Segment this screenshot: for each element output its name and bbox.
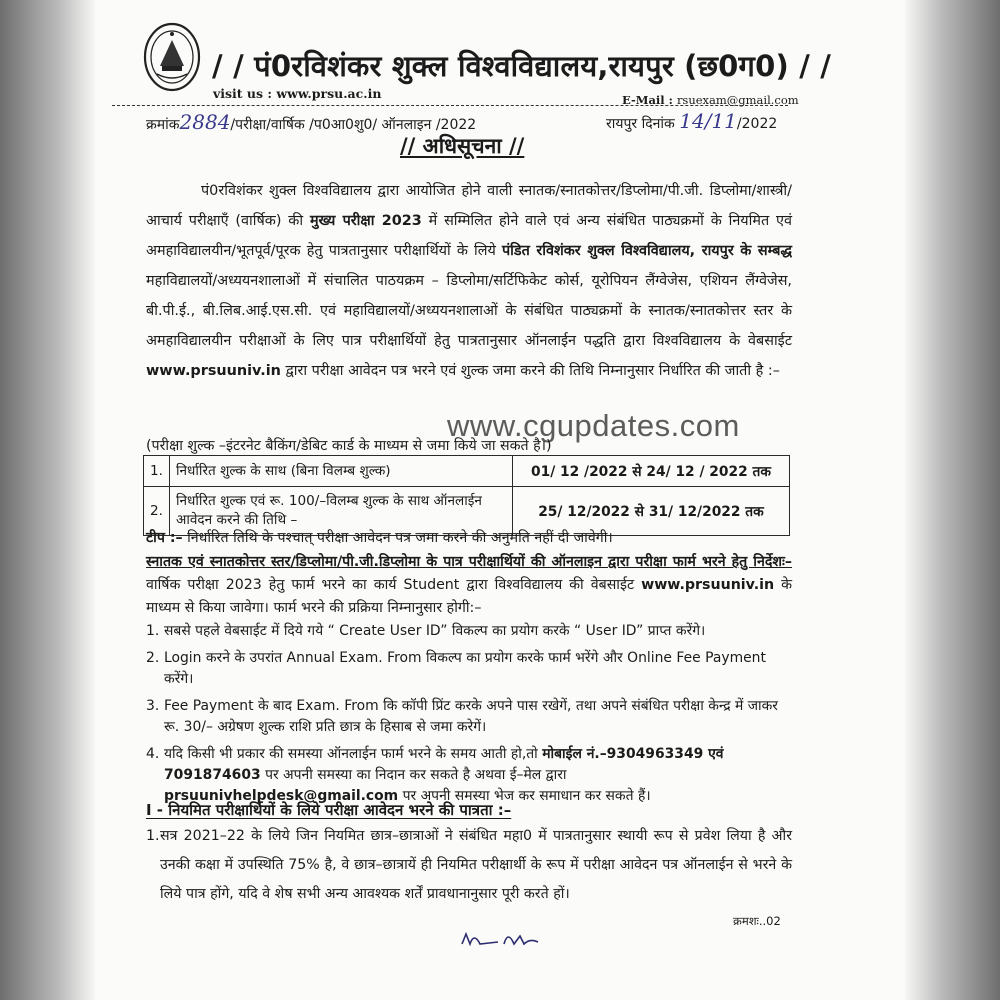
section-heading: I - नियमित परीक्षार्थियों के लिये परीक्षा आवेदन भरने की पात्रता :– [146,801,512,819]
step-number: 4. [146,746,160,762]
date-line [606,109,777,133]
helpline-numbers: मोबाईल नं.–9304963349 एवं 7091874603 [164,746,724,783]
tip-note [146,528,613,547]
signature [458,922,548,954]
step-text: पर अपनी समस्या का निदान कर सकते है अथवा ई–मेल द्वारा [260,767,567,783]
row-number: 2. [144,487,170,536]
step-number: 3. [146,698,160,714]
reference-number [146,110,476,134]
step-number: 1. [146,623,160,639]
university-name: / / पं0रविशंकर शुक्ल विश्वविद्यालय,रायपुर (छ0ग0) / / [212,49,832,83]
fee-note: (परीक्षा शुल्क –इंटरनेट बैकिंग/डेबिट कार्ड के माध्यम से जमा किये जा सकते है।) [146,438,552,454]
item-number: 1. [146,828,160,844]
intro-bold-university: पंडित रविशंकर शुक्ल विश्वविद्यालय, रायपुर के सम्बद्ध [502,243,792,259]
email-label: E-Mail : [622,93,673,107]
header-divider [112,105,788,106]
website-label: visit us : [213,86,273,101]
section-item [146,822,792,909]
reference-rest: /परीक्षा/वार्षिक /प0आ0शु0/ ऑनलाइन /2022 [230,117,477,133]
table-row [144,456,790,487]
row-date-range: 01/ 12 /2022 से 24/ 12 / 2022 तक [512,456,789,487]
instructions-website: www.prsuuniv.in [641,577,775,593]
list-item [146,621,792,642]
instructions-heading: स्नातक एवं स्नातकोत्तर स्तर/डिप्लोमा/पी.जी.डिप्लोमा के पात्र परीक्षार्थियों की ऑनलाइन द्वारा परीक्षा फार्म भरने हेतु निर्देशः– [146,554,792,570]
date-handwritten: 14/11 [679,109,737,133]
item-text: सत्र 2021–22 के लिये जिन नियमित छात्र–छात्राओं ने संबंधित महा0 में पात्रतानुसार स्थायी रूप से प्रवेश लिया है और उनकी कक्षा में उपस्थिति 75% है, वे छात्र–छात्रायें ही नियमित परीक्षार्थी के रूप में परीक्षा आवेदन पत्र ऑनलाईन से भरने के लिये पात्र होंगे, यदि वे शेष सभी अन्य आवश्यक शर्तें प्रावधानानुसार पूरी करते हों। [160,828,792,902]
steps-list [146,621,792,813]
row-date-range: 25/ 12/2022 से 31/ 12/2022 तक [512,487,789,536]
step-text: पर अपनी समस्या भेज कर समाधान कर सकते हैं। [398,788,651,804]
continued-marker: क्रमशः..02 [733,914,781,928]
website-url: www.prsu.ac.in [276,86,382,101]
row-description: निर्धारित शुल्क एवं रू. 100/–विलम्ब शुल्क के साथ ऑनलाईन आवेदन करने की तिथि – [169,487,512,536]
reference-label: क्रमांक [146,117,180,133]
helpdesk-email: prsuunivhelpdesk@gmail.com [164,788,399,804]
list-item [146,696,792,738]
watermark: www.cgupdates.com [447,408,740,443]
list-item [146,648,792,690]
step-text: यदि किसी भी प्रकार की समस्या ऑनलाईन फार्म भरने के समय आती हो,तो [164,746,543,762]
tip-label: टीप :– [146,530,183,546]
intro-text-4: द्वारा परीक्षा आवेदन पत्र भरने एवं शुल्क जमा करने की तिथि निम्नानुसार निर्धारित की जाती है :– [280,363,780,379]
date-label: रायपुर दिनांक [606,116,675,132]
intro-text-1: पं0रविशंकर शुक्ल विश्वविद्यालय द्वारा आयोजित होने वाली स्नातक/स्नातकोत्तर/डिप्लोमा/पी.जी. डिप्लोमा/शास्त्री/आचार्य परीक्षाएँ (वार्षिक) की [146,183,792,229]
fee-schedule-table [143,455,790,536]
row-number: 1. [144,456,170,487]
instructions-paragraph [146,551,792,620]
step-text: Login करने के उपरांत Annual Exam. From विकल्प का प्रयोग करके फार्म भरेंगे और Online Fee Payment करेंगे। [164,650,766,687]
intro-text-2: में सम्मिलित होने वाले एवं अन्य संबंधित पाठ्यक्रमों के नियमित एवं अमहाविद्यालयीन/भूतपूर्व/पूरक हेतु पात्रतानुसार परीक्षार्थियों के लिये [146,213,792,259]
row-description: निर्धारित शुल्क के साथ (बिना विलम्ब शुल्क) [169,456,512,487]
list-item [146,744,792,807]
step-text: Fee Payment के बाद Exam. From कि कॉपी प्रिंट करके अपने पास रखेगें, तथा अपने संबंधित परीक्षा केन्द्र में जाकर रू. 30/– अग्रेषण शुल्क राशि प्रति छात्र के हिसाब से जमा करेगें। [164,698,778,735]
instructions-text-1: वार्षिक परीक्षा 2023 हेतु फार्म भरने का कार्य Student द्वारा विश्वविद्यालय की वेबसाईट [146,577,642,593]
intro-bold-website: www.prsuuniv.in [146,363,281,379]
step-number: 2. [146,650,160,666]
intro-bold-exam: मुख्य परीक्षा 2023 [309,213,422,229]
website-line [213,86,381,101]
university-seal-logo [143,22,201,92]
notification-title [400,132,524,160]
instructions-text-2: के माध्यम से किया जावेगा। फार्म भरने की प्रक्रिया निम्नानुसार होगी:– [146,577,792,616]
step-text: सबसे पहले वेबसाईट में दिये गये “ Create User ID” विकल्प का प्रयोग करके “ User ID” प्राप्त करेंगे। [164,623,706,639]
tip-text: निर्धारित तिथि के पश्चात् परीक्षा आवेदन पत्र जमा करने की अनुमति नहीं दी जावेगी। [182,530,613,546]
intro-text-3: महाविद्यालयों/अध्ययनशालाओं में संचालित पाठयक्रम – डिप्लोमा/सर्टिफिकेट कोर्स, यूरोपियन लैंग्वेजेस, एशियन लैंग्वेजेस, बी.पी.ई., बी.लिब.आई.एस.सी. एवं महाविद्यालयों/अध्ययनशालाओं के संबंधित पाठ्यक्रमों के स्नातक/स्नातकोत्तर स्तर के अमहाविद्यालयीन परीक्षाओं के लिए पात्र परीक्षार्थियों हेतु पात्रतानुसार ऑनलाईन पद्धति द्वारा विश्वविद्यालय के वेबसाईट [146,273,792,349]
intro-paragraph [146,176,792,386]
notification-title-text: // अधिसूचना // [400,134,525,158]
date-year: /2022 [736,116,778,132]
email-address: rsuexam@gmail.com [676,93,799,107]
reference-handwritten-number: 2884 [179,110,231,134]
